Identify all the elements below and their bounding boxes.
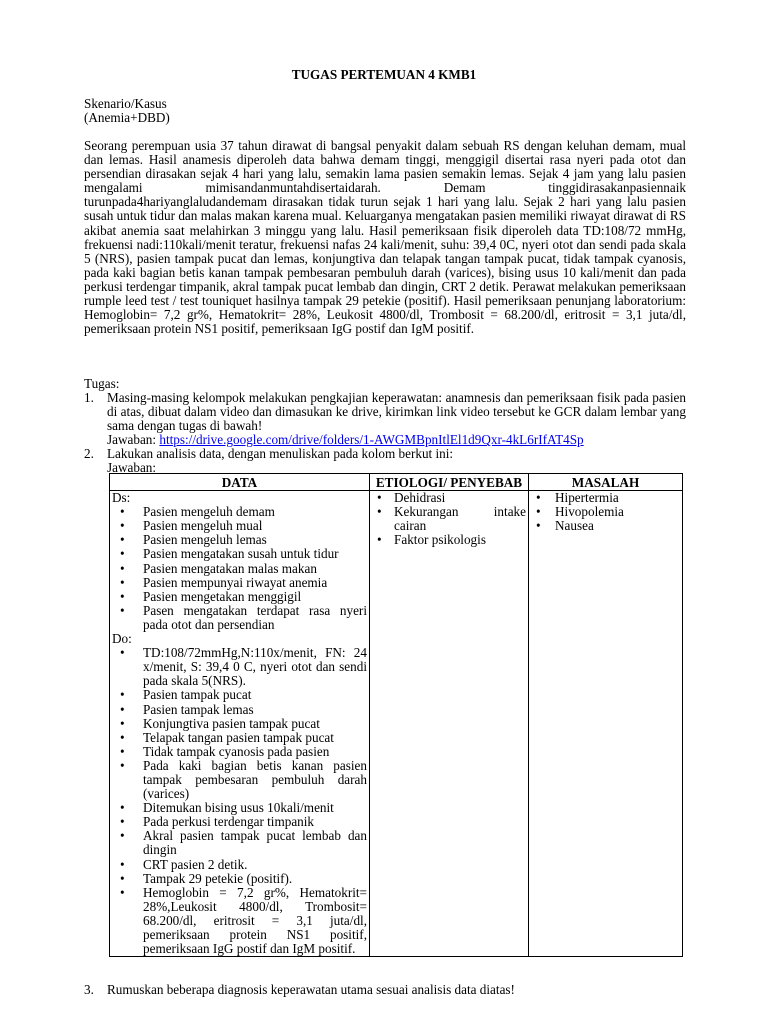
list-item: • Kekurangan intake cairan [372,505,526,533]
list-item: • Pasien mengatakan malas makan [112,562,367,576]
tasks-heading: Tugas: [84,376,120,391]
list-item: • Pasien mengatakan susah untuk tidur [112,547,367,561]
list-item: • Akral pasien tampak pucat lembab dan dingin [112,829,367,857]
list-item: • Pasien mempunyai riwayat anemia [112,576,367,590]
answer-label: Jawaban: [107,460,157,476]
analysis-table [109,473,683,957]
list-item: • Dehidrasi [372,491,526,505]
list-item: • Pada perkusi terdengar timpanik [112,815,367,829]
table-row [110,491,683,957]
etiologi-cell [370,491,529,957]
list-item: • Hipertermia [531,491,680,505]
masalah-list [531,491,680,533]
list-item: • CRT pasien 2 detik. [112,858,367,872]
answer-label: Jawaban: [107,432,157,448]
list-item: • Nausea [531,519,680,533]
data-cell [110,491,370,957]
scenario-paragraph: Seorang perempuan usia 37 tahun dirawat di bangsal penyakit dalam sebuah RS dengan keluhan demam, mual dan lemas. Hasil anamesis diperoleh data bahwa demam tinggi, menggigil disertai rasa nyeri pada otot dan persendian dirasakan sejak 4 hari yang lalu, semakin lama pasien semakin lemas. Sejak 4 jam yang lalu pasien mengalami mimisandanmuntahdisertaidarah. Demam tinggidirasakanpasiennaik turunpada4hariyanglaludandemam dirasakan tidak turun sejak 1 hari yang lalu. Sejak 2 hari yang lalu pasien susah untuk tidur dan malas makan karena mual. Keluarganya mengatakan pasien memiliki riwayat dirawat di RS akibat anemia saat melahirkan 3 minggu yang lalu. Hasil pemeriksaan fisik diperoleh data TD:108/72 mmHg, frekuensi nadi:110kali/menit teratur, frekuensi nafas 24 kali/menit, suhu: 39,4 0C, nyeri otot dan sendi pada skala 5 (NRS), pasien tampak pucat dan lemas, konjungtiva dan telapak tangan tampak pucat, tidak tampak cyanosis, pada kaki bagian betis kanan tampak pembesaran pembuluh darah (varices), bising usus 10 kali/menit dan pada perkusi terdengar timpanik, akral tampak pucat lembab dan dingin, CRT 2 detik. Perawat melakukan pemeriksaan rumple leed test / test touniquet hasilnya tampak 29 petekie (positif). Hasil pemeriksaan penunjang laboratorium: Hemoglobin= 7,2 gr%, Hematokrit= 28%, Leukosit 4800/dl, Trombosit = 68.200/dl, eritrosit = 3,1 juta/dl, pemeriksaan protein NS1 positif, pemeriksaan IgG postif dan IgM positif. [84,138,686,337]
ds-list [112,505,367,632]
scenario-heading: Skenario/Kasus [84,96,167,111]
task-text: Masing-masing kelompok melakukan pengkajian keperawatan: anamnesis dan pemeriksaan fisik pada pasien di atas, dibuat dalam video dan dimasukan ke drive, kirimkan link video tersebut ke GCR dalam lembar yang sama dengan tugas di bawah! [107,390,686,434]
list-item: • Pasien mengetakan menggigil [112,590,367,604]
list-item: • Tampak 29 petekie (positif). [112,872,367,886]
task-number: 1. [84,390,94,405]
list-item: • Faktor psikologis [372,533,526,547]
scenario-subheading: (Anemia+DBD) [84,110,170,125]
list-item: • Ditemukan bising usus 10kali/menit [112,801,367,815]
masalah-cell [529,491,683,957]
task-number: 3. [84,982,94,997]
header-data: DATA [110,474,370,491]
task-text: Lakukan analisis data, dengan menuliskan pada kolom berkut ini: [107,446,454,461]
list-item: • TD:108/72mmHg,N:110x/menit, FN: 24 x/menit, S: 39,4 0 C, nyeri otot dan sendi pada skala 5(NRS). [112,646,367,688]
task-number: 2. [84,446,94,461]
do-list [112,646,367,956]
task-item-1 [84,391,686,447]
list-item: • Pasien tampak lemas [112,703,367,717]
list-item: • Pasen mengatakan terdapat rasa nyeri pada otot dan persendian [112,604,367,632]
task-item-3 [84,983,686,997]
task-item-2 [84,447,686,475]
list-item: • Pada kaki bagian betis kanan pasien tampak pembesaran pembuluh darah (varices) [112,759,367,801]
list-item: • Hivopolemia [531,505,680,519]
list-item: • Pasien mengeluh lemas [112,533,367,547]
list-item: • Hemoglobin = 7,2 gr%, Hematokrit= 28%,Leukosit 4800/dl, Trombosit= 68.200/dl, eritrosit = 3,1 juta/dl, pemeriksaan protein NS1 positif, pemeriksaan IgG postif dan IgM positif. [112,886,367,956]
etiologi-list [372,491,526,547]
task-text: Rumuskan beberapa diagnosis keperawatan utama sesuai analisis data diatas! [107,982,515,997]
ds-label: Ds: [112,490,131,506]
list-item: • Pasien mengeluh demam [112,505,367,519]
list-item: • Telapak tangan pasien tampak pucat [112,731,367,745]
header-etiologi: ETIOLOGI/ PENYEBAB [370,474,529,491]
drive-link[interactable]: https://drive.google.com/drive/folders/1-AWGMBpnItlEl1d9Qxr-4kL6rIfAT4Sp [159,432,584,448]
list-item: • Konjungtiva pasien tampak pucat [112,717,367,731]
table-header-row [110,474,683,491]
page-title: TUGAS PERTEMUAN 4 KMB1 [291,67,477,82]
list-item: • Pasien mengeluh mual [112,519,367,533]
header-masalah: MASALAH [529,474,683,491]
list-item: • Tidak tampak cyanosis pada pasien [112,745,367,759]
do-label: Do: [112,631,132,647]
list-item: • Pasien tampak pucat [112,688,367,702]
